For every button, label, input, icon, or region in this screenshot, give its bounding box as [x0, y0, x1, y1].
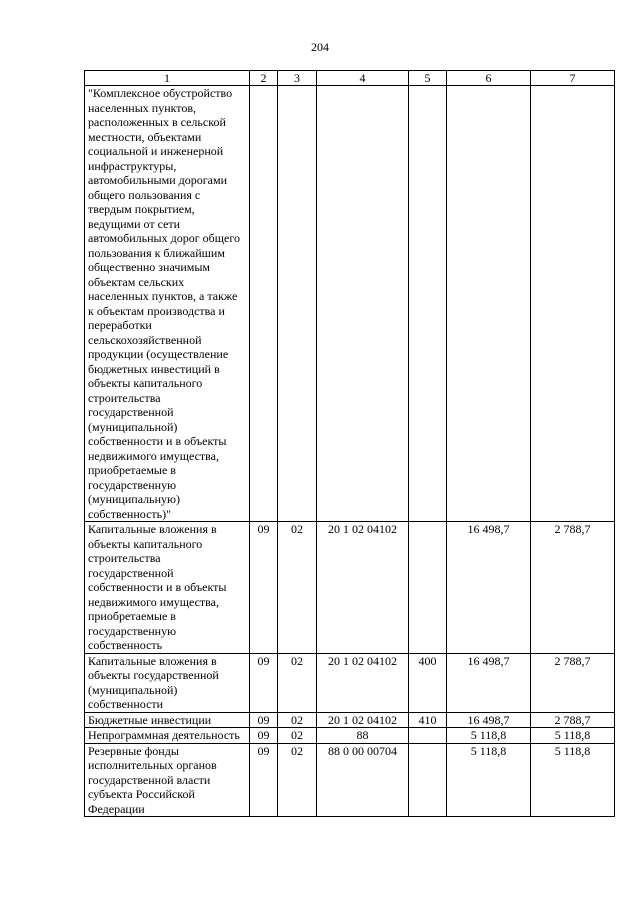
row-subsection: 02	[278, 522, 317, 654]
row-amount-1: 16 498,7	[447, 522, 531, 654]
row-subsection: 02	[278, 743, 317, 817]
table-row	[85, 728, 615, 744]
row-expense-type	[409, 522, 447, 654]
header-col-4: 4	[317, 71, 409, 86]
header-col-7: 7	[531, 71, 615, 86]
header-col-5: 5	[409, 71, 447, 86]
row-target-article	[317, 86, 409, 522]
row-target-article: 20 1 02 04102	[317, 522, 409, 654]
row-subsection: 02	[278, 712, 317, 728]
row-amount-2: 2 788,7	[531, 712, 615, 728]
row-target-article: 20 1 02 04102	[317, 712, 409, 728]
row-amount-2: 2 788,7	[531, 522, 615, 654]
header-col-6: 6	[447, 71, 531, 86]
row-target-article: 88 0 00 00704	[317, 743, 409, 817]
row-section: 09	[250, 653, 278, 712]
row-amount-1	[447, 86, 531, 522]
row-amount-2	[531, 86, 615, 522]
row-section: 09	[250, 728, 278, 744]
row-amount-1: 16 498,7	[447, 712, 531, 728]
row-amount-1: 16 498,7	[447, 653, 531, 712]
row-expense-type: 400	[409, 653, 447, 712]
header-col-1: 1	[85, 71, 250, 86]
row-name: "Комплексное обустройство населенных пунктов, расположенных в сельской местности, объектами социальной и инженерной инфраструктуры, автомобильными дорогами общего пользования с твердым покрытием, ведущими от сети автомобильных дорог общего пользования к ближайшим общественно значимым объектам сельских населенных пунктов, а также к объектам производства и переработки сельскохозяйственной продукции (осуществление бюджетных инвестиций в объекты капитального строительства государственной (муниципальной) собственности и в объекты недвижимого имущества, приобретаемые в государственную (муниципальную) собственность)"	[85, 86, 250, 522]
row-section: 09	[250, 743, 278, 817]
table-row	[85, 522, 615, 654]
row-subsection: 02	[278, 728, 317, 744]
row-section: 09	[250, 522, 278, 654]
row-expense-type	[409, 86, 447, 522]
table-header-row	[85, 71, 615, 86]
row-name: Бюджетные инвестиции	[85, 712, 250, 728]
row-section: 09	[250, 712, 278, 728]
table-row	[85, 653, 615, 712]
row-amount-1: 5 118,8	[447, 728, 531, 744]
row-expense-type: 410	[409, 712, 447, 728]
row-expense-type	[409, 743, 447, 817]
row-section	[250, 86, 278, 522]
table-row	[85, 712, 615, 728]
header-col-2: 2	[250, 71, 278, 86]
row-amount-2: 5 118,8	[531, 728, 615, 744]
row-name: Непрограммная деятельность	[85, 728, 250, 744]
row-name: Капитальные вложения в объекты капитального строительства государственной собственности и в объекты недвижимого имущества, приобретаемые в государственную собственность	[85, 522, 250, 654]
row-name: Резервные фонды исполнительных органов государственной власти субъекта Российской Федерации	[85, 743, 250, 817]
header-col-3: 3	[278, 71, 317, 86]
table-row	[85, 743, 615, 817]
table-row	[85, 86, 615, 522]
row-name: Капитальные вложения в объекты государственной (муниципальной) собственности	[85, 653, 250, 712]
row-expense-type	[409, 728, 447, 744]
row-target-article: 20 1 02 04102	[317, 653, 409, 712]
page-number: 204	[311, 40, 329, 54]
row-subsection	[278, 86, 317, 522]
row-amount-2: 2 788,7	[531, 653, 615, 712]
budget-table	[84, 70, 615, 817]
row-amount-2: 5 118,8	[531, 743, 615, 817]
row-target-article: 88	[317, 728, 409, 744]
row-subsection: 02	[278, 653, 317, 712]
row-amount-1: 5 118,8	[447, 743, 531, 817]
